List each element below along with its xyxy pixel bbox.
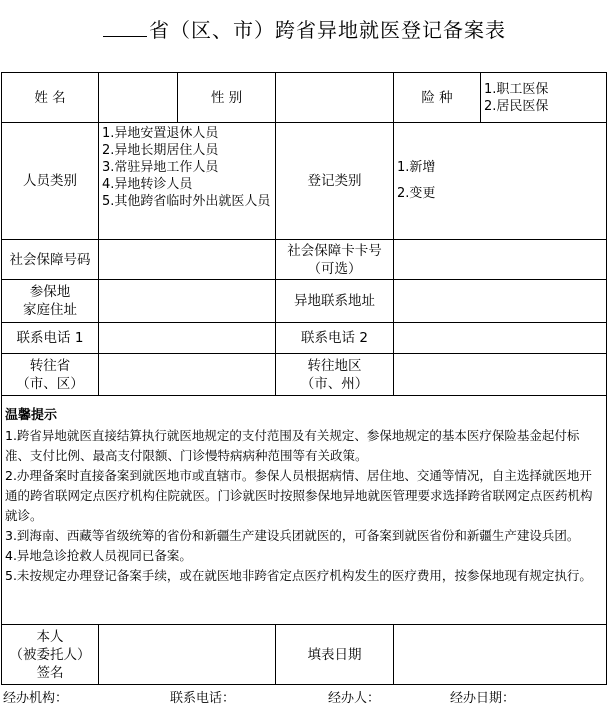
transfer-region-input[interactable]	[394, 354, 607, 396]
notice-title: 温馨提示	[5, 408, 58, 423]
home-address-label-line: 参保地	[29, 284, 71, 300]
phone1-label: 联系电话 1	[2, 323, 99, 354]
notice-item: 3.到海南、西藏等省级统筹的省份和新疆生产建设兵团就医的，可备案到就医省份和新疆生产建设兵团。	[5, 528, 580, 543]
insurance-option[interactable]: 1.职工医保	[484, 81, 549, 97]
registration-form-table	[1, 72, 607, 685]
date-input[interactable]	[394, 625, 607, 685]
form-title-text: 省（区、市）跨省异地就医登记备案表	[149, 18, 506, 42]
gender-label: 性 别	[178, 73, 276, 123]
person-type-options[interactable]	[99, 123, 276, 240]
notice-item: 4.异地急诊抢救人员视同已备案。	[5, 548, 192, 563]
applicant-label-line: （被委托人）	[9, 646, 91, 663]
person-type-option[interactable]: 4.异地转诊人员	[102, 177, 193, 192]
home-address-label	[2, 280, 99, 323]
footer-agency: 经办机构：	[3, 691, 69, 706]
transfer-province-input[interactable]	[99, 354, 276, 396]
ss-card-label	[276, 240, 394, 280]
insurance-options[interactable]	[481, 73, 607, 123]
date-label: 填表日期	[276, 625, 394, 685]
remote-address-input[interactable]	[394, 280, 607, 323]
notice-item: 5.未按规定办理登记备案手续，或在就医地非跨省定点医疗机构发生的医疗费用，按参保地现有规定执行。	[5, 568, 592, 583]
notice-item: 1.跨省异地就医直接结算执行就医地规定的支付范围及有关规定、参保地规定的基本医疗保险基金起付标准、支付比例、最高支付限额、门诊慢特病病种范围等有关政策。	[5, 428, 580, 463]
applicant-label-line: 签名	[36, 664, 64, 681]
applicant-label-line: 本人	[36, 628, 64, 645]
person-type-label: 人员类别	[2, 123, 99, 240]
notice-item: 2.办理备案时直接备案到就医地市或直辖市。参保人员根据病情、居住地、交通等情况，自主选择就医地开通的跨省联网定点医疗机构住院就医。门诊就医时按照参保地异地就医管理要求选择跨省联网定点医药机构就诊。	[5, 468, 593, 523]
transfer-province-label	[2, 354, 99, 396]
reg-type-option[interactable]: 1.新增	[397, 160, 436, 175]
applicant-signature-label	[2, 625, 99, 685]
insurance-option[interactable]: 2.居民医保	[484, 98, 549, 114]
province-blank[interactable]	[103, 36, 147, 37]
footer-handler: 经办人：	[328, 691, 381, 706]
notice-box	[2, 396, 607, 625]
person-type-option[interactable]: 5.其他跨省临时外出就医人员	[102, 194, 271, 209]
insurance-label: 险 种	[394, 73, 481, 123]
signature-input[interactable]	[99, 625, 276, 685]
ss-card-optional-note: （可选）	[307, 260, 362, 277]
footer-date: 经办日期：	[450, 691, 516, 706]
transfer-region-label-line: 转往地区	[307, 357, 362, 374]
ss-card-input[interactable]	[394, 240, 607, 280]
transfer-region-label-line: （市、州）	[300, 375, 369, 392]
ss-number-input[interactable]	[99, 240, 276, 280]
phone2-label: 联系电话 2	[276, 323, 394, 354]
footer-phone: 联系电话：	[170, 691, 236, 706]
remote-address-label: 异地联系地址	[276, 280, 394, 323]
reg-type-option[interactable]: 2.变更	[397, 186, 436, 201]
home-address-label-line: 家庭住址	[23, 302, 77, 318]
transfer-province-label-line: 转往省	[29, 357, 71, 374]
ss-card-label-text: 社会保障卡卡号	[287, 242, 382, 259]
phone2-input[interactable]	[394, 323, 607, 354]
transfer-region-label	[276, 354, 394, 396]
reg-type-label: 登记类别	[276, 123, 394, 240]
ss-number-label: 社会保障号码	[2, 240, 99, 280]
person-type-option[interactable]: 3.常驻异地工作人员	[102, 160, 219, 175]
gender-input[interactable]	[276, 73, 394, 123]
name-input[interactable]	[99, 73, 178, 123]
home-address-input[interactable]	[99, 280, 276, 323]
name-label: 姓 名	[2, 73, 99, 123]
person-type-option[interactable]: 1.异地安置退休人员	[102, 126, 219, 141]
form-title	[0, 14, 609, 43]
phone1-input[interactable]	[99, 323, 276, 354]
person-type-option[interactable]: 2.异地长期居住人员	[102, 143, 219, 158]
reg-type-options[interactable]	[394, 123, 607, 240]
transfer-province-label-line: （市、区）	[16, 375, 84, 392]
